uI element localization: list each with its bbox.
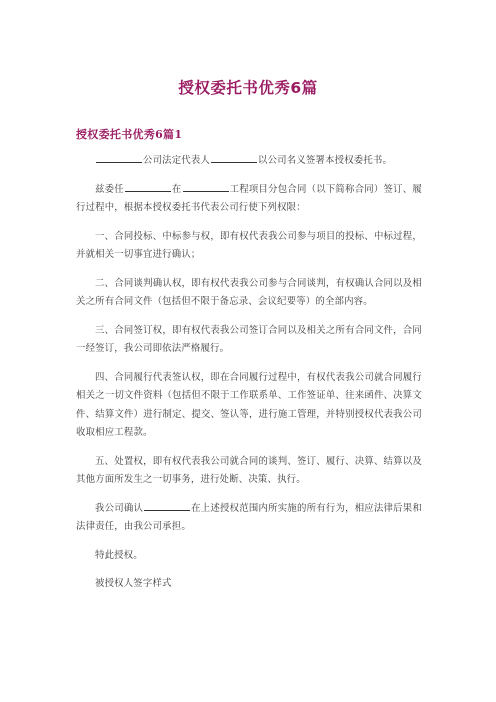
paragraph-right-signing: 三、合同签订权，即有权代表我公司签订合同以及相关之所有合同文件，合同一经签订，我公司即依法严格履行。 [76, 324, 422, 354]
paragraph-text: 在上述授权范围内所实施的所有行为，相应法律后果和法律责任，由我公司承担。 [76, 502, 422, 532]
paragraph-confirmation [76, 500, 422, 537]
paragraph-right-bidding: 一、合同投标、中标参与权，即有权代表我公司参与项目的投标、中标过程，并就相关一切事宜进行确认； [76, 230, 422, 260]
paragraph-signature-sample: 被授权人签字样式 [95, 578, 172, 589]
blank-agent-field [144, 500, 190, 511]
document-title: 授权委托书优秀6篇 [178, 79, 318, 97]
paragraph-text: 公司法定代表人 [143, 155, 211, 166]
paragraph-text: 工程项目分包合同（以下简称合同）签订、履行过程中，根据本授权委托书代表公司行使下列权限： [76, 183, 422, 213]
paragraph-right-negotiation: 二、合同谈判确认权，即有权代表我公司参与合同谈判，有权确认合同以及相关之所有合同文件（包括但不限于备忘录、会议纪要等）的全部内容。 [76, 277, 422, 307]
paragraph-text: 我公司确认 [95, 502, 144, 514]
blank-company-field [96, 152, 142, 163]
paragraph-right-disposal: 五、处置权，即有权代表我公司就合同的谈判、签订、履行、决算、结算以及其他方面所发生之一切事务，进行处断、决策、执行。 [76, 455, 422, 485]
section-heading: 授权委托书优秀6篇1 [76, 128, 183, 141]
blank-appointee-field [125, 181, 171, 192]
document-body [76, 152, 422, 604]
paragraph-text: 在 [171, 183, 182, 195]
paragraph-appointment [76, 181, 422, 218]
blank-representative-field [211, 152, 257, 163]
blank-project-field [183, 181, 229, 192]
paragraph-right-performance: 四、合同履行代表签认权，即在合同履行过程中，有权代表我公司就合同履行相关之一切文件资料（包括但不限于工作联系单、工作签证单、往来函件、决算文件、结算文件）进行制定、提交、签认等，进行施工管理，并特别授权代表我公司收取相应工程款。 [76, 371, 422, 438]
paragraph-text: 兹委任 [95, 183, 124, 195]
paragraph-text: 以公司名义签署本授权委托书。 [258, 155, 393, 166]
paragraph-authorizer [76, 152, 422, 171]
paragraph-closing: 特此授权。 [95, 549, 143, 561]
